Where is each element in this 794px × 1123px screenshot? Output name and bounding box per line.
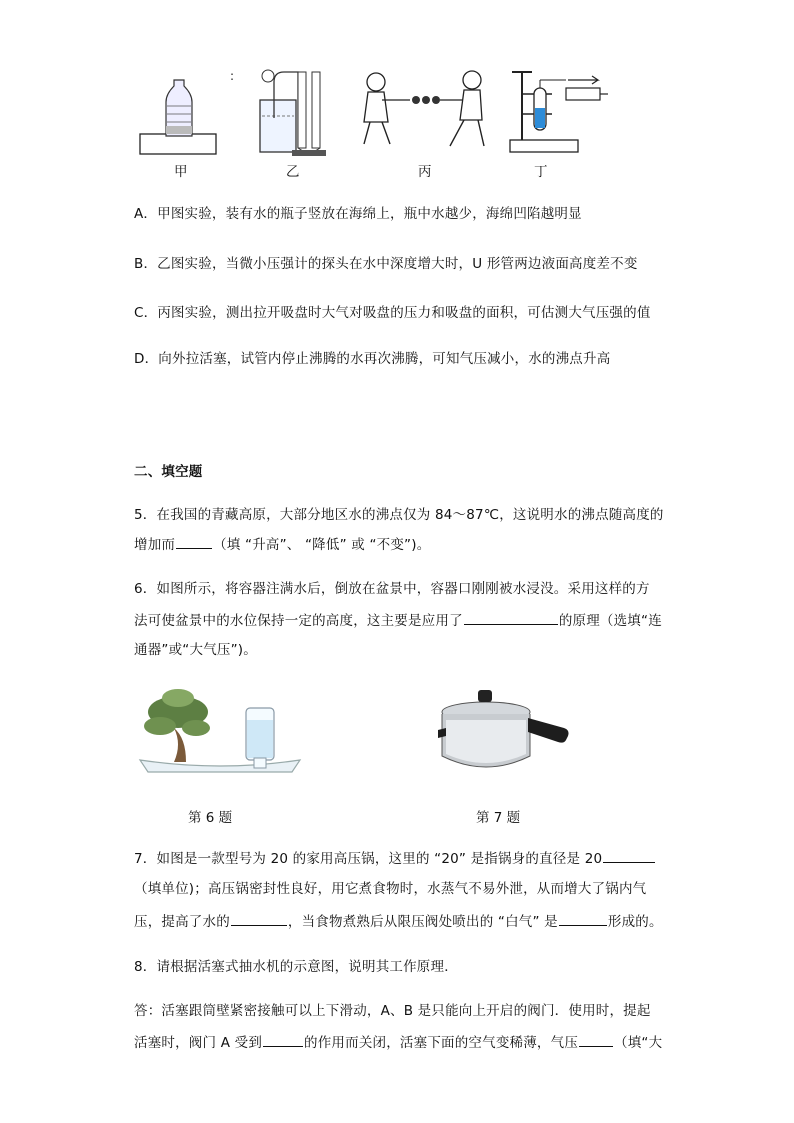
figure-yi bbox=[230, 66, 330, 158]
figure-label-ding: 丁 bbox=[534, 164, 548, 180]
q8-text-post: （填“大 bbox=[614, 1035, 663, 1051]
q8-line3 bbox=[134, 1032, 662, 1053]
figure-ding bbox=[506, 68, 610, 158]
pressure-cooker-image bbox=[436, 688, 572, 780]
q8-text-mid: 的作用而关闭，活塞下面的空气变稀薄，气压 bbox=[304, 1035, 579, 1051]
q6-text-pre: 法可使盆景中的水位保持一定的高度，这主要是应用了 bbox=[134, 613, 463, 629]
caption-q6: 第 6 题 bbox=[188, 810, 233, 826]
q5-line2 bbox=[134, 534, 430, 555]
q8-pressure-blank[interactable] bbox=[579, 1032, 613, 1047]
option-b: B．乙图实验，当微小压强计的探头在水中深度增大时，U 形管两边液面高度差不变 bbox=[134, 256, 638, 272]
bonsai-bottle-image bbox=[138, 684, 302, 780]
q6-line1: 6．如图所示，将容器注满水后，倒放在盆景中，容器口刚刚被水浸没。采用这样的方 bbox=[134, 581, 650, 597]
q6-answer-blank[interactable] bbox=[464, 610, 558, 625]
q7-line1 bbox=[134, 848, 656, 869]
q7-line2: （填单位)；高压锅密封性良好，用它煮食物时，水蒸气不易外泄，从而增大了锅内气 bbox=[134, 881, 647, 897]
q6-text-post: 的原理（选填“连 bbox=[558, 613, 662, 629]
figure-jia bbox=[140, 76, 220, 156]
q7-line3 bbox=[134, 911, 663, 932]
q6-line3: 通器”或“大气压”)。 bbox=[134, 642, 257, 658]
q8-line2: 答：活塞跟筒壁紧密接触可以上下滑动，A、B 是只能向上开启的阀门．使用时，提起 bbox=[134, 1003, 651, 1019]
option-d: D．向外拉活塞，试管内停止沸腾的水再次沸腾，可知气压减小，水的沸点升高 bbox=[134, 351, 611, 367]
q7-boiling-blank[interactable] bbox=[231, 911, 287, 926]
q5-line1: 5．在我国的青藏高原，大部分地区水的沸点仅为 84～87℃，这说明水的沸点随高度的 bbox=[134, 507, 664, 523]
figure-label-bing: 丙 bbox=[418, 164, 432, 180]
q8-force-blank[interactable] bbox=[263, 1032, 303, 1047]
caption-q7: 第 7 题 bbox=[476, 810, 521, 826]
q5-answer-blank[interactable] bbox=[176, 534, 212, 549]
option-a: A．甲图实验，装有水的瓶子竖放在海绵上，瓶中水越少，海绵凹陷越明显 bbox=[134, 206, 582, 222]
q5-text-pre: 增加而 bbox=[134, 537, 176, 553]
figure-bing bbox=[360, 68, 490, 158]
figure-label-yi: 乙 bbox=[286, 164, 300, 180]
q7-unit-blank[interactable] bbox=[603, 848, 655, 863]
section-title: 二、填空题 bbox=[134, 464, 203, 480]
q5-text-post: （填 “升高”、 “降低” 或 “不变”)。 bbox=[213, 537, 431, 553]
q7-text-pre: 7．如图是一款型号为 20 的家用高压锅，这里的 “20” 是指锅身的直径是 20 bbox=[134, 851, 603, 867]
figure-label-jia: 甲 bbox=[174, 164, 188, 180]
q8-text-pre: 活塞时，阀门 A 受到 bbox=[134, 1035, 263, 1051]
q7-text-mid: ，当食物煮熟后从限压阀处喷出的 “白气” 是 bbox=[287, 914, 558, 930]
q8-line1: 8．请根据活塞式抽水机的示意图，说明其工作原理． bbox=[134, 959, 458, 975]
q7-text-post: 形成的。 bbox=[607, 914, 663, 930]
q6-line2 bbox=[134, 610, 662, 631]
svg-text::: : bbox=[230, 69, 235, 83]
q7-text-pre2: 压，提高了水的 bbox=[134, 914, 230, 930]
option-c: C．丙图实验，测出拉开吸盘时大气对吸盘的压力和吸盘的面积，可估测大气压强的值 bbox=[134, 305, 651, 321]
q7-white-gas-blank[interactable] bbox=[559, 911, 607, 926]
